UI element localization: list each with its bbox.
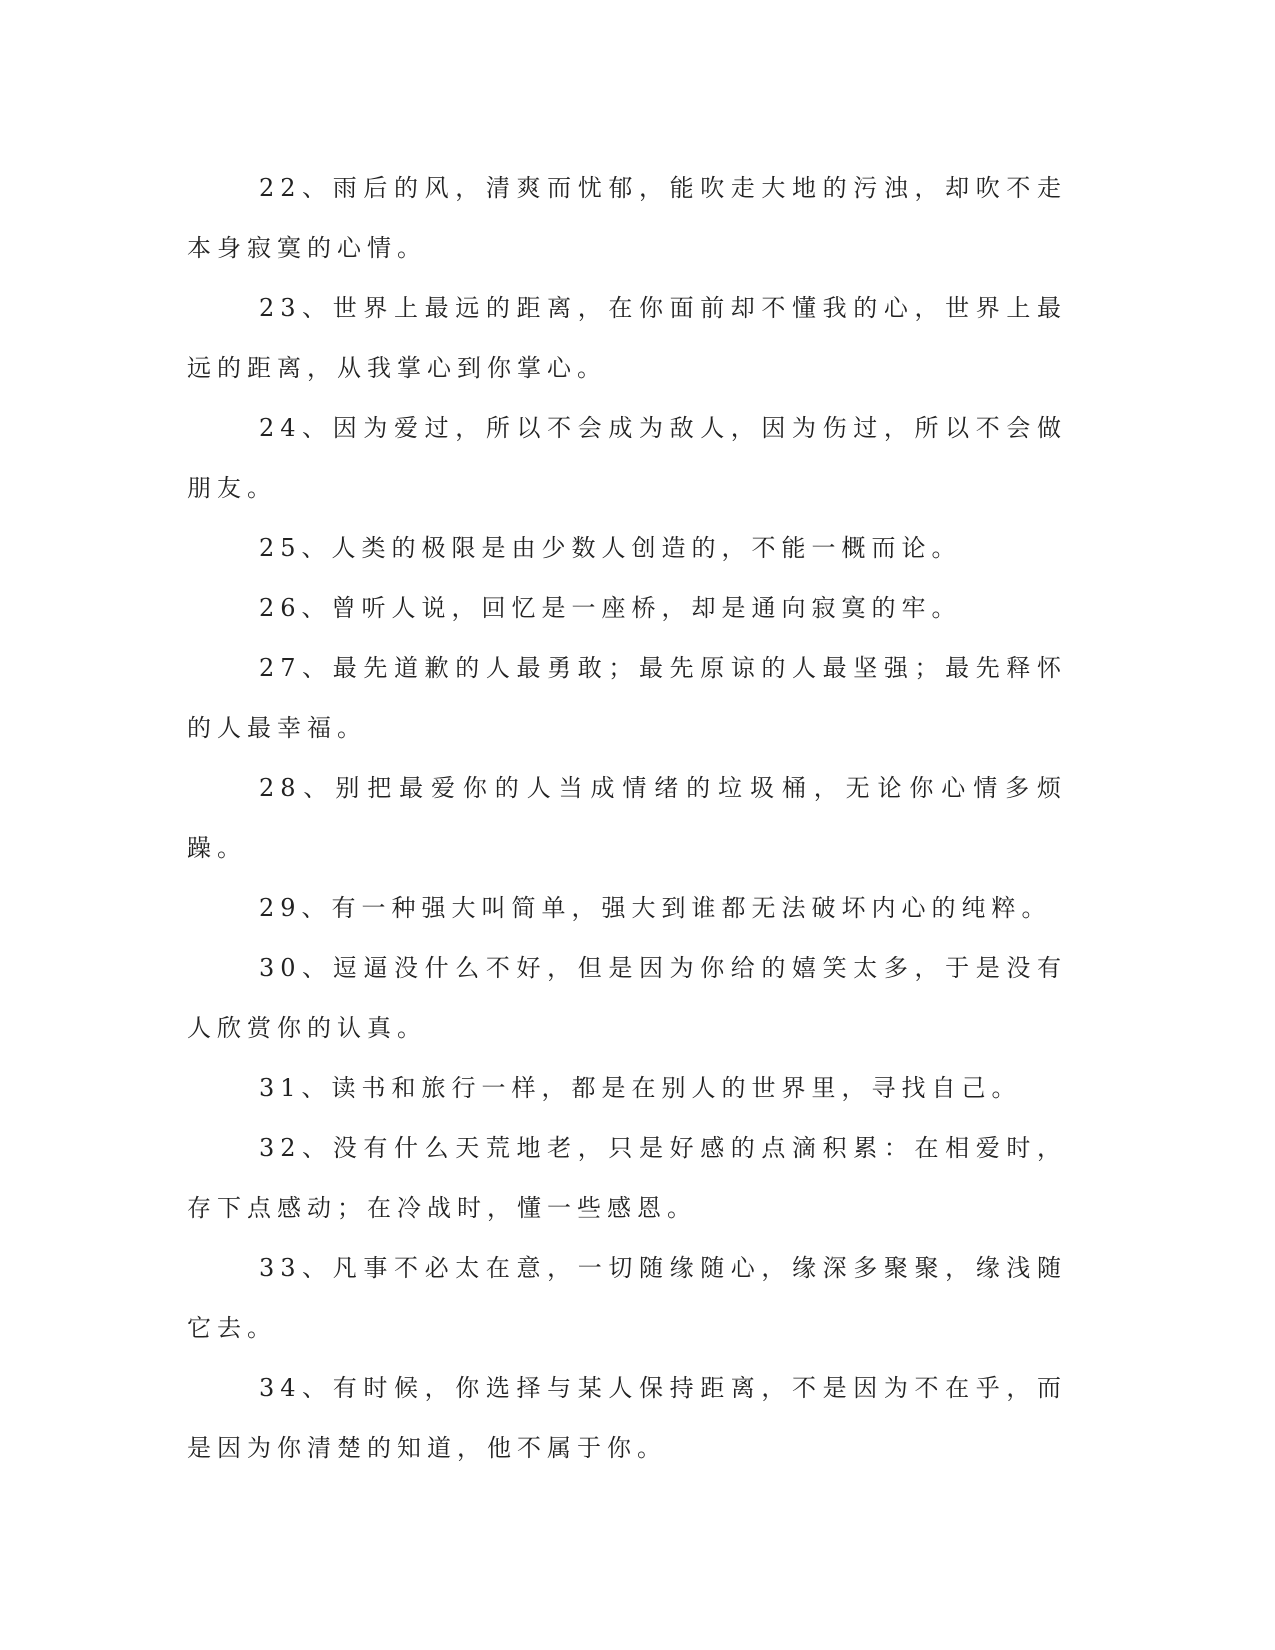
paragraph-34: 34、有时候，你选择与某人保持距离，不是因为不在乎，而是因为你清楚的知道，他不属于你。 (187, 1374, 1067, 1462)
document-body (187, 158, 1067, 1478)
paragraph-29: 29、有一种强大叫简单，强大到谁都无法破坏内心的纯粹。 (259, 894, 1052, 922)
paragraph-30: 30、逗逼没什么不好，但是因为你给的嬉笑太多，于是没有人欣赏你的认真。 (187, 954, 1067, 1042)
paragraph-23: 23、世界上最远的距离，在你面前却不懂我的心，世界上最远的距离，从我掌心到你掌心。 (187, 294, 1067, 382)
paragraph-24: 24、因为爱过，所以不会成为敌人，因为伤过，所以不会做朋友。 (187, 414, 1067, 502)
paragraph-32: 32、没有什么天荒地老，只是好感的点滴积累：在相爱时，存下点感动；在冷战时，懂一些感恩。 (187, 1134, 1067, 1222)
paragraph-31: 31、读书和旅行一样，都是在别人的世界里，寻找自己。 (259, 1074, 1022, 1102)
paragraph-27: 27、最先道歉的人最勇敢；最先原谅的人最坚强；最先释怀的人最幸福。 (187, 654, 1067, 742)
paragraph-28: 28、别把最爱你的人当成情绪的垃圾桶，无论你心情多烦躁。 (187, 774, 1067, 862)
paragraph-25: 25、人类的极限是由少数人创造的，不能一概而论。 (259, 534, 962, 562)
paragraph-22: 22、雨后的风，清爽而忧郁，能吹走大地的污浊，却吹不走本身寂寞的心情。 (187, 174, 1067, 262)
paragraph-26: 26、曾听人说，回忆是一座桥，却是通向寂寞的牢。 (259, 594, 962, 622)
paragraph-33: 33、凡事不必太在意，一切随缘随心，缘深多聚聚，缘浅随它去。 (187, 1254, 1067, 1342)
